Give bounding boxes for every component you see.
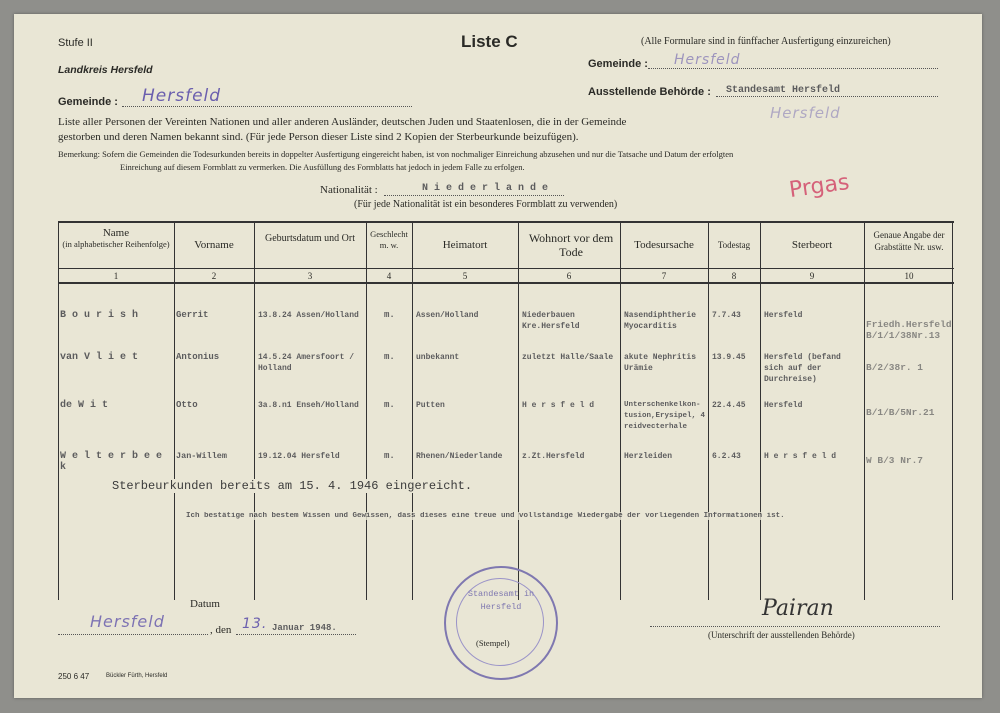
landkreis-label: Landkreis Hersfeld <box>58 64 153 76</box>
table-number-rule <box>58 282 954 284</box>
cell-vorname: Antonius <box>176 352 220 362</box>
cell-todestag: 6.2.43 <box>712 452 741 461</box>
col-number: 6 <box>566 271 572 281</box>
gemeinde-left-label: Gemeinde : <box>58 96 118 108</box>
header-grabstaette: Genaue Angabe der Grabstätte Nr. usw. <box>873 230 945 252</box>
gemeinde-left-value: Hersfeld <box>142 86 222 106</box>
submission-note-typed: Sterbeurkunden bereits am 15. 4. 1946 eingereicht. <box>112 479 473 493</box>
nationality-value: N i e d e r l a n d e <box>422 183 549 194</box>
printer-credit: Bückler Fürth, Hersfeld <box>106 673 168 679</box>
header-todesursache: Todesursache <box>634 239 694 251</box>
cell-geburt: 14.5.24 Amersfoort / Holland <box>258 353 355 373</box>
day-value: 13. <box>242 616 268 632</box>
header-sterbeort: Sterbeort <box>791 239 833 251</box>
date-line <box>236 634 356 635</box>
cell-wohnort: H e r s f e l d <box>522 401 595 410</box>
month-value: Januar 1948. <box>272 623 337 633</box>
cell-geschlecht: m. <box>384 352 395 362</box>
col-number: 1 <box>113 271 119 281</box>
cell-name: de W i t <box>60 400 109 411</box>
col-number: 3 <box>307 271 313 281</box>
cell-todestag: 13.9.45 <box>712 353 746 362</box>
cell-sterbeort: Hersfeld <box>764 401 803 410</box>
cell-geburt: 3a.8.n1 Enseh/Holland <box>258 401 359 410</box>
red-annotation: Prgas <box>787 169 851 204</box>
datum-label: Datum <box>190 598 220 610</box>
cell-name: W e l t e r b e e k <box>60 451 163 473</box>
cell-heimatort: Putten <box>416 401 445 410</box>
signature: Pairan <box>762 596 834 621</box>
cell-todesursache: akute Nephritis Urämie <box>624 353 697 373</box>
behoerde-value: Standesamt Hersfeld <box>726 85 841 96</box>
cell-heimatort: Assen/Holland <box>416 311 479 320</box>
nationality-line <box>384 195 564 196</box>
cell-sterbeort: H e r s f e l d <box>764 452 837 461</box>
cell-vorname: Jan-Willem <box>176 451 228 461</box>
death-register-table <box>58 221 954 600</box>
col-number: 4 <box>386 271 392 281</box>
cell-sterbeort: Hersfeld <box>764 311 803 320</box>
col-number: 7 <box>661 271 667 281</box>
cell-wohnort: zuletzt Halle/Saale <box>522 353 614 362</box>
behoerde-value-faint: Hersfeld <box>770 104 841 122</box>
nationality-note: (Für jede Nationalität ist ein besonderes Formblatt zu verwenden) <box>354 199 618 210</box>
header-name: Name (in alphabetischer Reihenfolge) <box>62 227 170 249</box>
header-vorname: Vorname <box>194 239 234 251</box>
cell-vorname: Gerrit <box>176 310 209 320</box>
table-header-rule <box>58 268 954 269</box>
nationality-label: Nationalität : <box>320 184 378 196</box>
header-geburt: Geburtsdatum und Ort <box>265 233 355 244</box>
cell-heimatort: unbekannt <box>416 353 460 362</box>
form-sheet <box>14 14 982 698</box>
form-title: Liste C <box>461 32 518 51</box>
header-geschlecht: Geschlecht m. w. <box>370 229 408 250</box>
cell-geburt: 13.8.24 Assen/Holland <box>258 311 359 320</box>
cell-geschlecht: m. <box>384 310 395 320</box>
stufe-label: Stufe II <box>58 37 93 49</box>
stempel-label: (Stempel) <box>476 638 510 648</box>
cell-todesursache: Herzleiden <box>624 452 673 461</box>
den-label: , den <box>210 624 232 636</box>
ort-line <box>58 634 208 635</box>
col-number: 2 <box>211 271 217 281</box>
cell-heimatort: Rhenen/Niederlande <box>416 452 503 461</box>
cell-todesursache: Unterschenkelkon- tusion,Erysipel, 4 reidvecterhale <box>624 401 706 431</box>
cell-grabstaette: B/2/38r. 1 <box>866 362 924 373</box>
cell-name: van V l i e t <box>60 352 139 363</box>
cell-vorname: Otto <box>176 400 198 410</box>
gemeinde-right-value: Hersfeld <box>674 52 741 68</box>
header-wohnort: Wohnort vor dem Tode <box>528 231 614 259</box>
remark-line-2: Einreichung auf diesem Formblatt zu vermerken. Die Ausfüllung des Formblatts hat jedoch in jedem Falle zu erfolgen. <box>120 162 525 172</box>
form-number: 250 6 47 <box>58 672 90 681</box>
confirmation-note: Ich bestätige nach bestem Wissen und Gewissen, dass dieses eine treue und vollständige Wiedergabe der vorliegenden Informationen ist. <box>186 512 785 520</box>
cell-grabstaette: B/1/B/5Nr.21 <box>866 407 935 418</box>
official-stamp <box>444 566 558 680</box>
stamp-text: Standesamt in Hersfeld <box>467 589 535 612</box>
gemeinde-right-line <box>648 68 938 69</box>
cell-geschlecht: m. <box>384 400 395 410</box>
cell-geschlecht: m. <box>384 451 395 461</box>
cell-todestag: 7.7.43 <box>712 311 741 320</box>
table-top-rule <box>58 221 954 223</box>
signature-line <box>650 626 940 627</box>
cell-sterbeort: Hersfeld (befand sich auf der Durchreise) <box>764 353 841 384</box>
cell-name: B o u r i s h <box>60 310 139 321</box>
remark-line-1: Bemerkung: Sofern die Gemeinden die Todesurkunden bereits in doppelter Ausfertigung eingereicht haben, ist von nochmaliger Einreichung abzusehen und nur die Tatsache und Datum der erfolgten <box>58 149 734 159</box>
cell-todesursache: Nasendiphtherie Myocarditis <box>624 311 697 331</box>
cell-wohnort: z.Zt.Hersfeld <box>522 452 585 461</box>
intro-line-2: gestorben und deren Namen bekannt sind. (Für jede Person dieser Liste sind 2 Kopien der Sterbeurkunde beizufügen). <box>58 131 579 143</box>
intro-line-1: Liste aller Personen der Vereinten Nationen und aller anderen Ausländer, deutschen Juden und Staatenlosen, die in der Gemeinde <box>58 116 627 128</box>
col-number: 9 <box>809 271 815 281</box>
behoerde-label: Ausstellende Behörde : <box>588 86 711 98</box>
header-heimatort: Heimatort <box>442 239 488 251</box>
header-todestag: Todestag <box>717 240 751 250</box>
behoerde-line <box>716 96 938 97</box>
cell-todestag: 22.4.45 <box>712 401 746 410</box>
cell-grabstaette: Friedh.Hersfeld B/1/1/38Nr.13 <box>866 319 952 341</box>
submission-note: (Alle Formulare sind in fünffacher Ausfertigung einzureichen) <box>641 36 891 47</box>
ort-value: Hersfeld <box>90 612 165 631</box>
signature-label: (Unterschrift der ausstellenden Behörde) <box>708 630 855 640</box>
col-number: 8 <box>731 271 737 281</box>
col-number: 5 <box>462 271 468 281</box>
cell-wohnort: Niederbauen Kre.Hersfeld <box>522 311 580 331</box>
gemeinde-right-label: Gemeinde : <box>588 58 648 70</box>
gemeinde-left-line <box>122 106 412 107</box>
cell-grabstaette: W B/3 Nr.7 <box>866 455 924 466</box>
col-number: 10 <box>904 271 914 281</box>
cell-geburt: 19.12.04 Hersfeld <box>258 452 340 461</box>
